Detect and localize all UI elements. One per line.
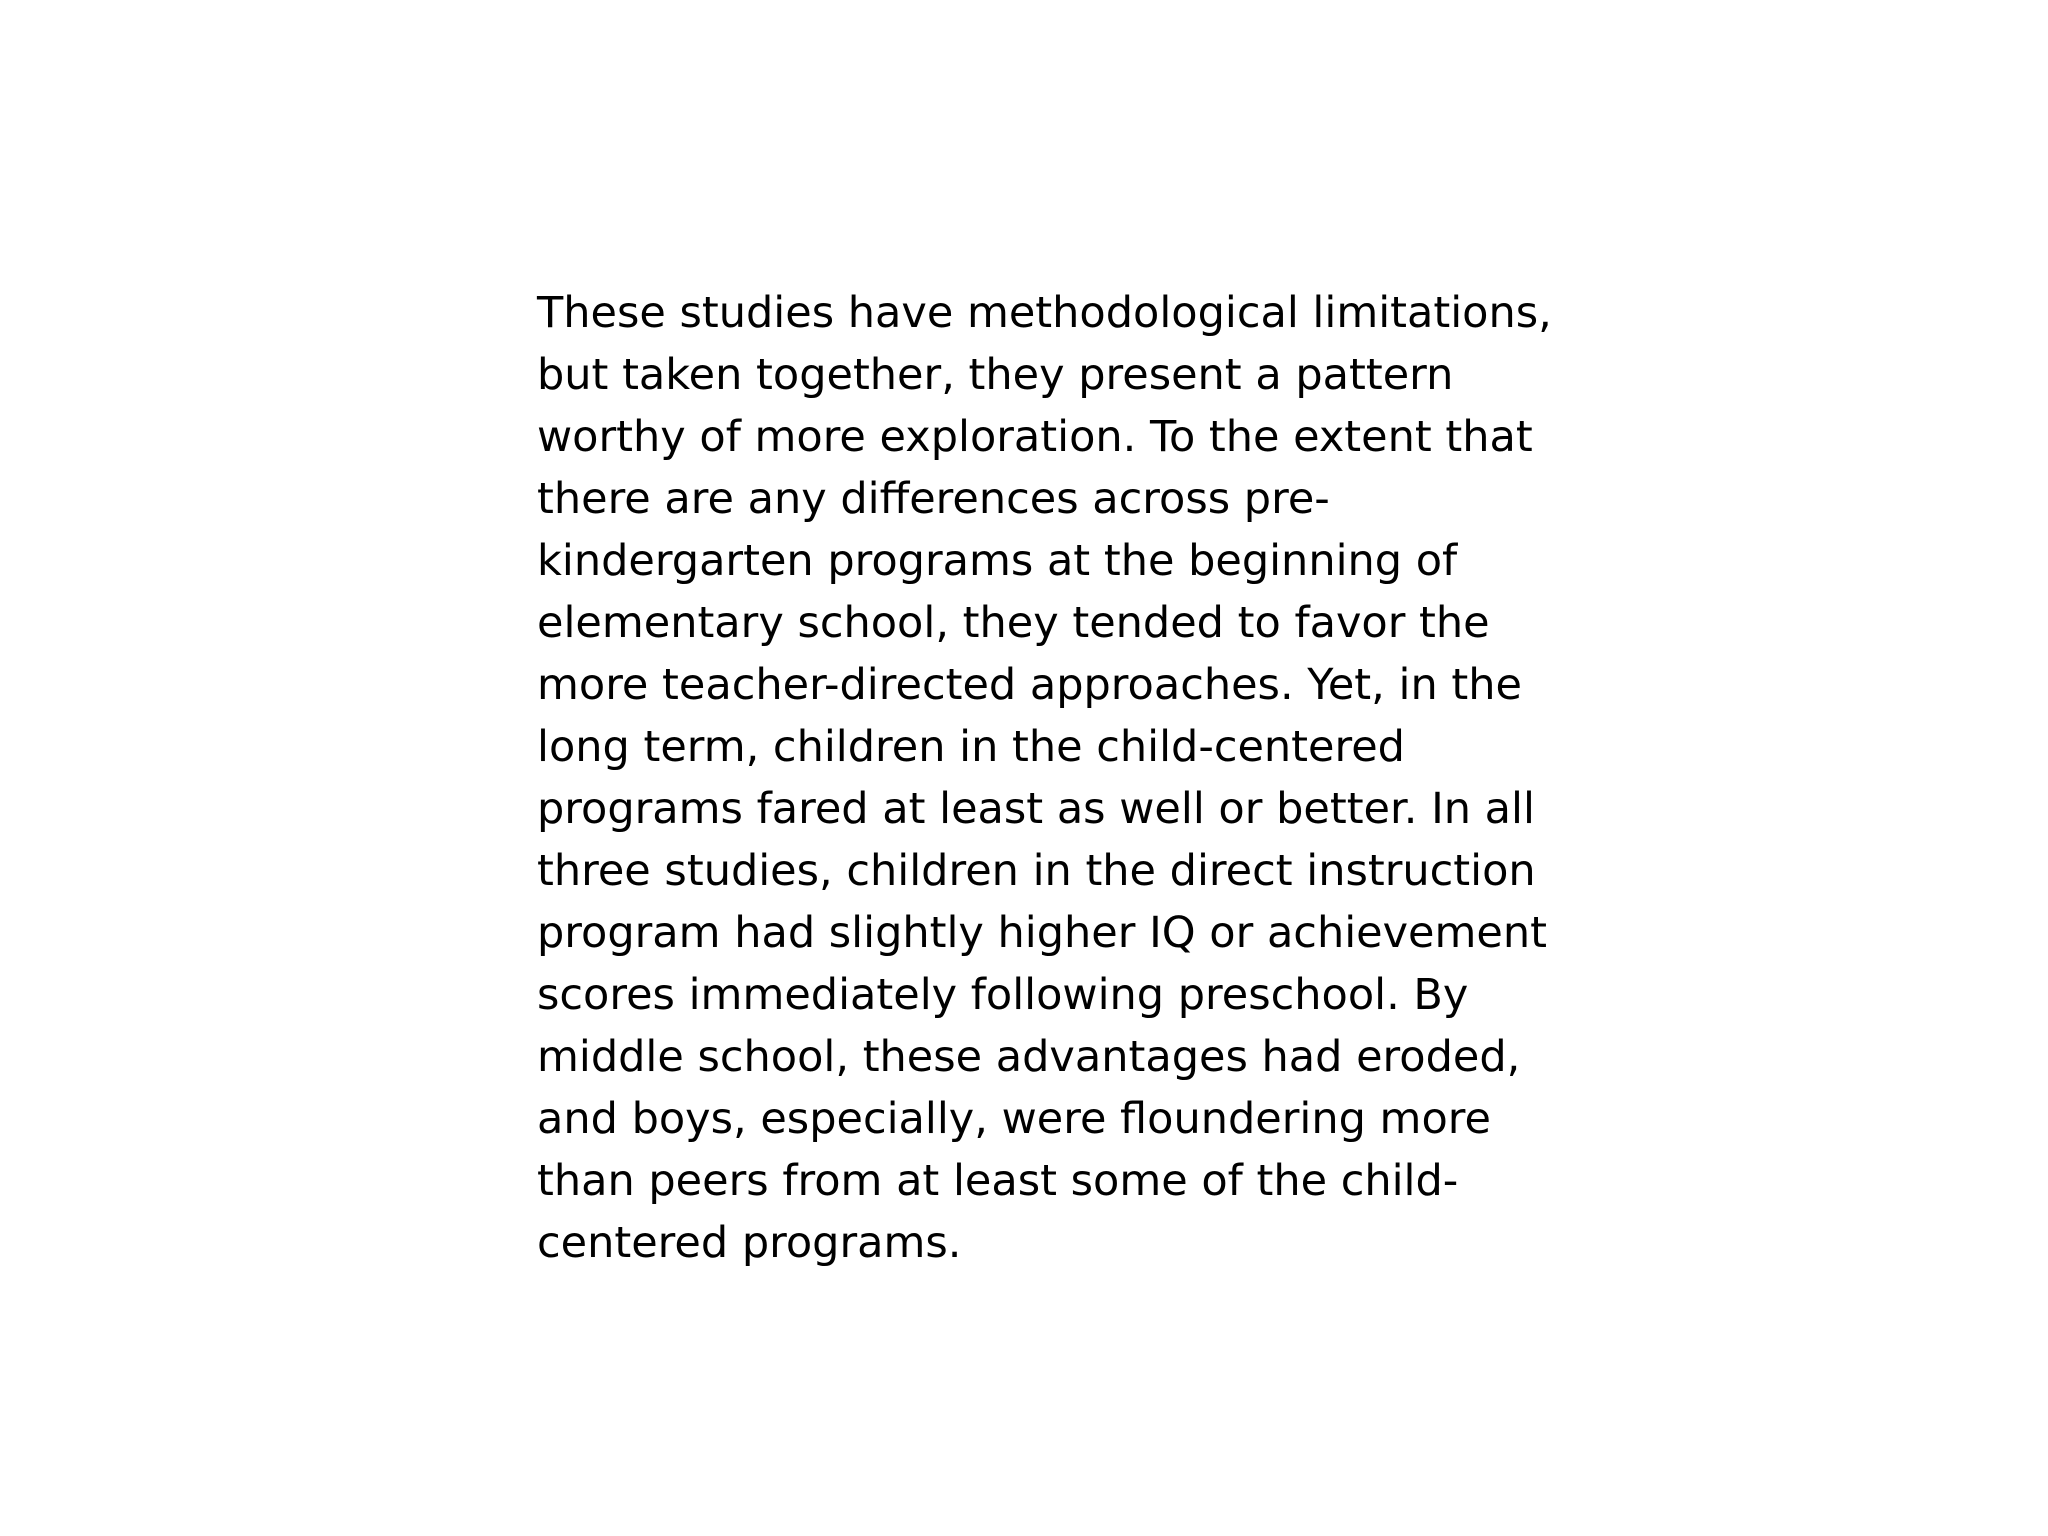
paragraph-line: and boys, especially, were floundering more: [537, 1094, 1491, 1144]
paragraph-line: programs fared at least as well or better. In all: [537, 784, 1535, 834]
paragraph-line: there are any differences across pre-: [537, 474, 1330, 524]
body-paragraph: [537, 282, 1637, 1274]
paragraph-line: centered programs.: [537, 1218, 962, 1268]
paragraph-line: three studies, children in the direct instruction: [537, 846, 1536, 896]
paragraph-line: These studies have methodological limitations,: [537, 288, 1552, 338]
paragraph-line: more teacher-directed approaches. Yet, in the: [537, 660, 1522, 710]
paragraph-line: elementary school, they tended to favor the: [537, 598, 1490, 648]
paragraph-line: scores immediately following preschool. By: [537, 970, 1469, 1020]
paragraph-line: worthy of more exploration. To the extent that: [537, 412, 1533, 462]
paragraph-line: long term, children in the child-centered: [537, 722, 1405, 772]
paragraph-line: program had slightly higher IQ or achievement: [537, 908, 1547, 958]
paragraph-line: but taken together, they present a pattern: [537, 350, 1454, 400]
paragraph-line: middle school, these advantages had eroded,: [537, 1032, 1521, 1082]
paragraph-line: than peers from at least some of the child-: [537, 1156, 1459, 1206]
paragraph-line: kindergarten programs at the beginning of: [537, 536, 1458, 586]
